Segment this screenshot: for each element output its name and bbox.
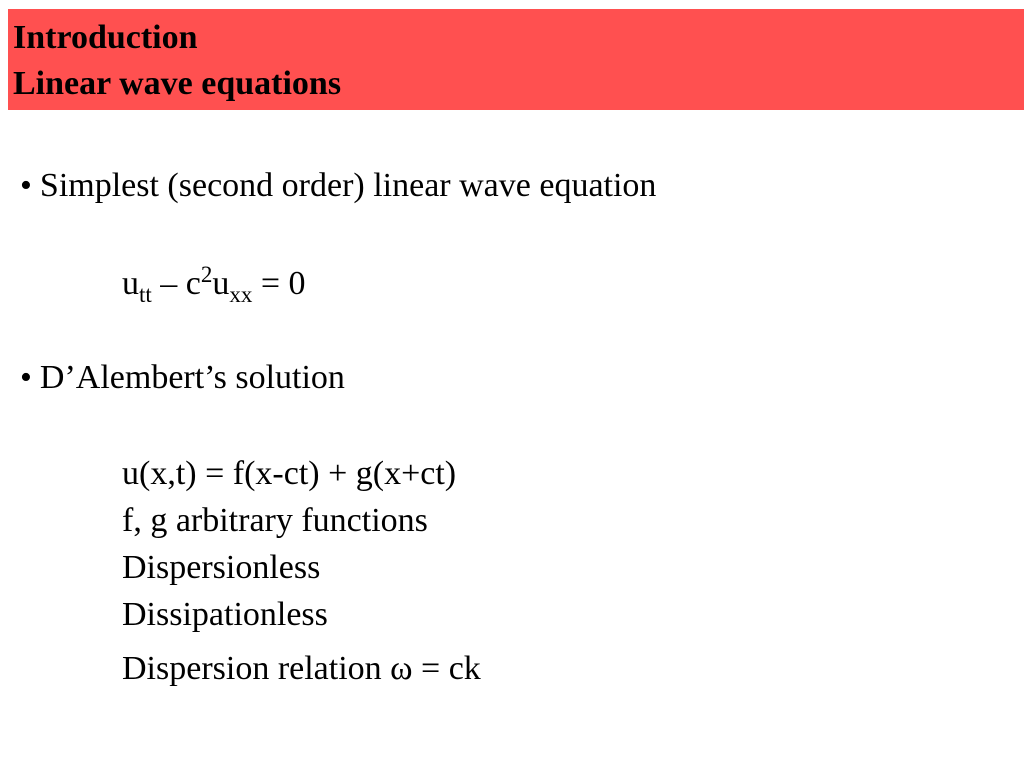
bullet-item-dalembert [20,358,345,398]
solution-line: Dispersionless [122,549,321,586]
bullet-icon: • [20,167,32,204]
solution-line: Dispersion relation ω = ck [122,650,481,687]
wave-equation: $u_{tt} - c^2u_{xx} = 0$ [122,262,306,307]
bullet-item-wave-equation [20,166,656,206]
bullet-text: Simplest (second order) linear wave equation [39,167,657,204]
bullet-text: D’Alembert’s solution [39,359,345,396]
solution-line: u(x,t) = f(x-ct) + g(x+ct) [122,455,457,492]
slide-title: Introduction [13,19,198,56]
solution-line: f, g arbitrary functions [122,502,428,539]
slide-subtitle: Linear wave equations [13,65,342,102]
bullet-icon: • [20,359,32,396]
solution-line: Dissipationless [122,596,328,633]
